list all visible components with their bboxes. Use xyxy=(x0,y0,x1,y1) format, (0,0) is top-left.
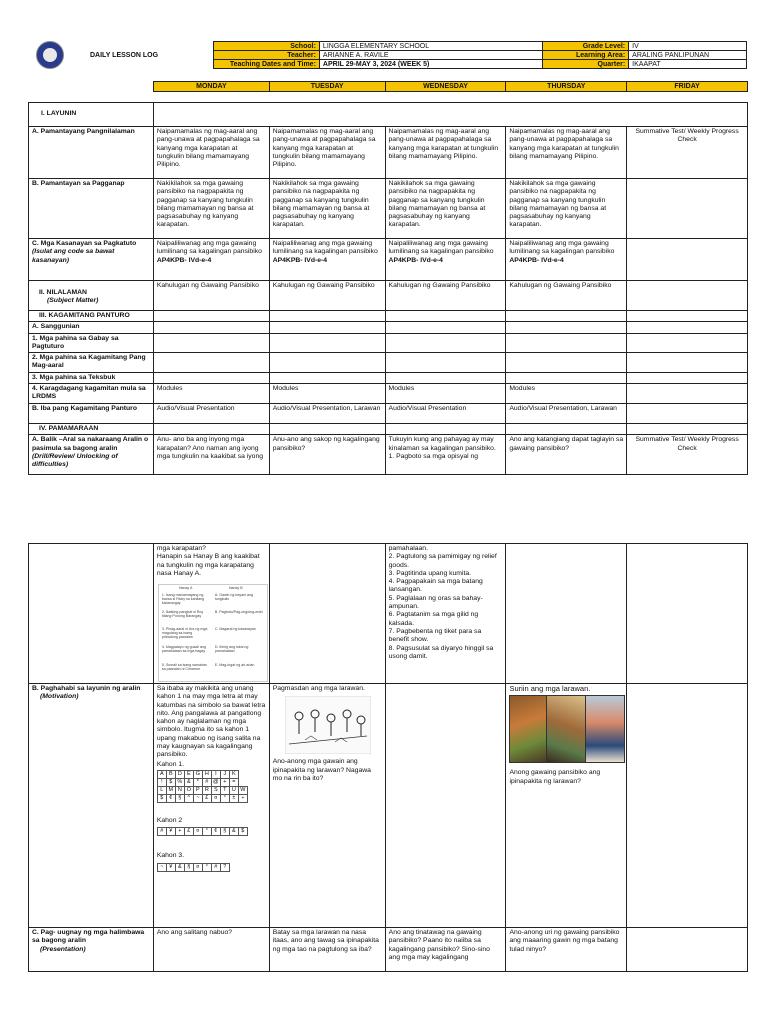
cell-lrdms-monday: Modules xyxy=(153,384,269,404)
cell-a-thursday: Naipamamalas ng mag-aaral ang pang-unawa at pagpapahalaga sa kanyang mga karapatan at tungkulin bilang mamamayang Pilipino. xyxy=(506,127,627,179)
cipher-cell: ¢ xyxy=(166,794,175,802)
days-header xyxy=(153,81,748,92)
cipher-cell: § xyxy=(184,863,193,871)
cipher-cell: $ xyxy=(238,828,247,836)
photo-feeding-image xyxy=(509,695,547,763)
row-label-pamantayang-pangnilalaman: A. Pamantayang Pangnilalaman xyxy=(29,127,154,179)
row-label-mga-kasanayan xyxy=(29,239,154,281)
cipher-cell: ¥ xyxy=(166,863,175,871)
row-label-gabay: 1. Mga pahina sa Gabay sa Pagtuturo xyxy=(29,333,154,353)
cipher-cell: ° xyxy=(220,794,229,802)
cipher-cell: ¤ xyxy=(193,863,202,871)
cipher-cell: ° xyxy=(202,863,211,871)
pagmasdan-text: Pagmasdan ang mga larawan. xyxy=(272,685,365,692)
cipher-cell: K xyxy=(229,770,238,778)
dates-value: APRIL 29-MAY 3, 2024 (WEEK 5) xyxy=(319,60,542,69)
cipher-cell: S xyxy=(211,786,220,794)
cipher-cell: ? xyxy=(220,863,229,871)
hanay-b-item: E. Mag-ingat ng ari-arian xyxy=(214,663,255,667)
lesson-grid-page1 xyxy=(28,102,748,475)
cipher-cell: # xyxy=(157,828,166,836)
kahon2-label: Kahon 2 xyxy=(156,816,183,824)
cell-b-thursday: Nakikilahok sa mga gawaing pansibiko na nagpapakita ng pagganap sa kanyang tungkulin bilang mamamayan ng bansa at pagsasabuhay ng kanyang karapatan. xyxy=(506,179,627,239)
c-code: AP4KPB- IVd-e-4 xyxy=(272,256,328,264)
cell-pag-uugnay-thursday: Ano-anong uri ng gawaing pansibiko ang maaaring gawin ng mga batang tulad ninyo? xyxy=(506,928,627,972)
cell-a-friday: Summative Test/ Weekly Progress Check xyxy=(627,127,748,179)
cipher-cell: $ xyxy=(166,778,175,786)
cipher-cell: ¤ xyxy=(211,794,220,802)
pag-uugnay-sub: (Presentation) xyxy=(40,945,86,953)
balik-aral-sub: (Drill/Review/ Unlocking of difficulties) xyxy=(32,452,118,469)
cipher-cell: # xyxy=(202,778,211,786)
cell-av-tuesday: Audio/Visual Presentation, Larawan xyxy=(269,404,385,424)
row-label-pamamaraan: IV. PAMAMARAAN xyxy=(29,424,154,435)
cipher-cell: & xyxy=(184,778,193,786)
cipher-cell: ¢ xyxy=(211,828,220,836)
cipher-cell: £ xyxy=(184,828,193,836)
row-label-pag-uugnay xyxy=(29,928,154,972)
hanay-a-heading: Hanay A xyxy=(178,586,193,590)
cell-a-monday: Naipamamalas ng mag-aaral ang pang-unawa at pagpapahalaga sa kanyang mga karapatan at tungkulin bilang mamamayang Pilipino. xyxy=(153,127,269,179)
row-label-balik-aral xyxy=(29,435,154,475)
layunin-heading: I. LAYUNIN xyxy=(29,103,154,127)
cipher-cell: $ xyxy=(157,794,166,802)
cipher-cell: ~ xyxy=(193,794,202,802)
kahon3-label: Kahon 3. xyxy=(156,852,185,860)
cipher-cell: W xyxy=(240,786,246,793)
cell-pag-uugnay-monday: Ano ang salitang nabuo? xyxy=(153,928,269,972)
hanay-b-item: C. Magaral ng kasanayan xyxy=(214,627,256,631)
cell-balik-friday: Summative Test/ Weekly Progress Check xyxy=(627,435,748,475)
cell-a-wednesday: Naipamamalas ng mag-aaral ang pang-unawa at pagpapahalaga sa kanyang mga karapatan at tungkulin bilang mamamayang Pilipino. xyxy=(385,127,506,179)
cipher-cell: £ xyxy=(202,794,211,802)
paghahabi-instructions: Sa ibaba ay makikita ang unang kahon 1 na may mga letra at may katumbas na simbolo sa bawat letra nito. Ang pangalawa at pangatlong kahon ay naglalaman ng mga simbolo. Itugma ito sa kahon 1 upang makabuo ng isang salita na may kaugnayan sa kagalingang pansibiko. xyxy=(156,685,266,759)
cell-balik-tuesday: Anu-ano ang sakop ng kagalingang pansibiko? xyxy=(269,435,385,475)
cell-lrdms-wednesday: Modules xyxy=(385,384,506,404)
kahon1-table xyxy=(157,770,248,803)
teacher-label: Teacher: xyxy=(214,51,320,60)
area-value: ARALING PANLIPUNAN xyxy=(629,51,747,60)
hanay-b-item: A. Gawin ng bayani ang tungkulin xyxy=(214,593,253,602)
cipher-cell: E xyxy=(184,770,193,778)
cell-b-tuesday: Nakikilahok sa mga gawaing pansibiko na nagpapakita ng pagganap sa kanyang tungkulin bilang mamamayan ng bansa at pagsasabuhay ng kanyang karapatan. xyxy=(269,179,385,239)
cell-nil-thursday: Kahulugan ng Gawaing Pansibiko xyxy=(506,281,627,311)
c-text: Naipaliliwanag ang mga gawaing lumilinang sa kagalingan pansibiko xyxy=(156,240,262,256)
cipher-cell: & xyxy=(229,828,238,836)
cipher-cell: H xyxy=(202,770,211,778)
hanay-a-item: 5. Sumali sa isang samahan sa paaralan ni Cimarron xyxy=(161,663,207,672)
cipher-cell: L xyxy=(157,786,166,794)
suriin-text: Suriin ang mga larawan. xyxy=(509,684,591,693)
nilalaman-label: II. NILALAMAN xyxy=(39,289,87,296)
hanay-b-item: B. Pagboto/Pag-ongoing-esist xyxy=(214,610,263,614)
row-label-kagamitang-pang-mag-aaral: 2. Mga pahina sa Kagamitang Pang Mag-aaral xyxy=(29,353,154,373)
cipher-cell: ^ xyxy=(184,794,193,802)
cell-balik-thursday: Ano ang katangiang dapat taglayin sa gawaing pansibiko? xyxy=(506,435,627,475)
nilalaman-sub: (Subject Matter) xyxy=(47,297,99,305)
hanay-a-item: 4. Magpatayo ng gusali ang pamahalaan sa mga bagay xyxy=(161,645,206,654)
cell-nil-tuesday: Kahulugan ng Gawaing Pansibiko xyxy=(269,281,385,311)
photo-distribution-image xyxy=(546,695,586,763)
cell-paghahabi-tuesday xyxy=(269,684,385,928)
cipher-cell: P xyxy=(193,786,202,794)
cell-pag-uugnay-tuesday: Batay sa mga larawan na nasa itaas, ano ang tawag sa ipinapakita ng mga tao na pagtulong sa iba? xyxy=(269,928,385,972)
paghahabi-sub: (Motivation) xyxy=(40,693,79,701)
kasanayan-label: C. Mga Kasanayan sa Pagkatuto xyxy=(32,240,137,247)
day-friday: FRIDAY xyxy=(627,82,748,92)
teacher-value: ARIANNE A. RAVILE xyxy=(319,51,542,60)
cipher-cell: = xyxy=(229,778,238,786)
pagmasdan-question: Ano-anong mga gawain ang ipinapakita ng larawan? Nagawa mo na rin ba ito? xyxy=(272,758,371,782)
cell-nil-wednesday: Kahulugan ng Gawaing Pansibiko xyxy=(385,281,506,311)
cell-balik-wednesday: Tukuyin kung ang pahayag ay may kinalaman sa kagalingan pansibiko. 1. Pagboto sa mga opisyal ng xyxy=(385,435,506,475)
day-wednesday: WEDNESDAY xyxy=(385,82,506,92)
cipher-cell: ¥ xyxy=(166,828,175,836)
row-label-nilalaman xyxy=(29,281,154,311)
balik-aral-label: A. Balik –Aral sa nakaraang Aralin o pasimula sa bagong aralin xyxy=(32,436,149,452)
cipher-cell: § xyxy=(175,794,184,802)
row-label-kagamitang-panturo: III. KAGAMITANG PANTURO xyxy=(29,311,154,322)
cell-av-wednesday: Audio/Visual Presentation xyxy=(385,404,506,424)
cipher-cell: + xyxy=(220,778,229,786)
hanay-a-item: 1. Isang mamamayang ng bansa si Ricky sa kanilang kabarangay xyxy=(161,593,205,606)
row-label-lrdms: 4. Karagdagang kagamitan mula sa LRDMS xyxy=(29,384,154,404)
cipher-cell: T xyxy=(220,786,229,794)
day-monday: MONDAY xyxy=(154,82,270,92)
cipher-cell: ° xyxy=(202,828,211,836)
c-text: Naipaliliwanag ang mga gawaing lumilinang sa kagalingan pansibiko xyxy=(509,240,615,256)
cipher-cell: G xyxy=(193,770,202,778)
photo-strip xyxy=(509,695,623,763)
cipher-cell: ÷ xyxy=(238,794,247,802)
children-drawing-image xyxy=(285,696,371,754)
quarter-label: Quarter: xyxy=(543,60,629,69)
kahon3-table xyxy=(157,863,230,872)
cell-lrdms-thursday: Modules xyxy=(506,384,627,404)
cipher-cell: D xyxy=(175,770,184,778)
log-title: DAILY LESSON LOG xyxy=(90,52,159,59)
cipher-cell: O xyxy=(184,786,193,794)
cipher-cell: N xyxy=(175,786,184,794)
cipher-cell: § xyxy=(220,828,229,836)
cell-b-monday: Nakikilahok sa mga gawaing pansibiko na nagpapakita ng pagganap sa kanyang tungkulin bilang mamamayan ng bansa at pagsasabuhay ng kanyang karapatan. xyxy=(153,179,269,239)
hanay-table-image xyxy=(158,584,268,682)
cipher-cell: B xyxy=(166,770,175,778)
c-code: AP4KPB- IVd-e-4 xyxy=(156,256,212,264)
cell-nil-monday: Kahulugan ng Gawaing Pansibiko xyxy=(153,281,269,311)
cipher-cell: # xyxy=(211,863,220,871)
row-label-pamantayan-sa-pagganap: B. Pamantayan sa Pagganap xyxy=(29,179,154,239)
lesson-grid-page2 xyxy=(28,543,748,972)
cell-paghahabi-monday xyxy=(153,684,269,928)
cell-a-tuesday: Naipamamalas ng mag-aaral ang pang-unawa at pagpapahalaga sa kanyang mga karapatan at tungkulin bilang mamamayang Pilipino. xyxy=(269,127,385,179)
hanay-b-item: D. Ibinig ang lokal ng pamahalaan xyxy=(214,645,249,654)
cipher-cell: + xyxy=(175,828,184,836)
pag-uugnay-label: C. Pag- uugnay ng mga halimbawa sa bagong aralin xyxy=(32,929,145,945)
row-label-paghahabi xyxy=(29,684,154,928)
cipher-cell: M xyxy=(166,786,175,794)
cell-lrdms-tuesday: Modules xyxy=(269,384,385,404)
row-label-sanggunian: A. Sanggunian xyxy=(29,322,154,333)
suriin-question: Anong gawaing pansibiko ang ipinapakita ng larawan? xyxy=(509,769,601,785)
hanay-a-item: 3. Pinag-aaral ni Ara ng mga magulang sa isang pribadong paaralan xyxy=(161,627,208,640)
cell-c-monday xyxy=(153,239,269,281)
cipher-cell: U xyxy=(229,786,238,794)
cell-c-thursday xyxy=(506,239,627,281)
cipher-cell: I xyxy=(211,770,220,778)
c-text: Naipaliliwanag ang mga gawaing lumilinang sa kagalingan pansibiko xyxy=(272,240,378,256)
deped-seal-logo xyxy=(36,41,64,69)
grade-label: Grade Level: xyxy=(543,42,629,51)
header-info-table xyxy=(213,41,747,69)
cell-balik-monday: Anu- ano ba ang inyong mga karapatan? Ano naman ang iyong mga tungkulin na kaakibat sa iyong xyxy=(153,435,269,475)
school-label: School: xyxy=(214,42,320,51)
paghahabi-label: B. Paghahabi sa layunin ng aralin xyxy=(32,685,141,692)
day-tuesday: TUESDAY xyxy=(269,82,385,92)
cell-balik-cont-monday xyxy=(153,544,269,684)
cell-av-thursday: Audio/Visual Presentation, Larawan xyxy=(506,404,627,424)
cipher-cell: @ xyxy=(213,778,219,785)
hanay-b-heading: Hanay B xyxy=(228,586,243,590)
cipher-cell: A xyxy=(157,770,166,778)
cell-b-wednesday: Nakikilahok sa mga gawaing pansibiko na nagpapakita ng pagganap sa kanyang tungkulin bilang mamamayan ng bansa at pagsasabuhay ng kanyang karapatan. xyxy=(385,179,506,239)
cipher-cell: R xyxy=(202,786,211,794)
cell-pag-uugnay-wednesday: Ano ang tinatawag na gawaing pansibiko? Paano ito naiiba sa kagalingang pansibiko? Sino-sino ang mga may kagalingang xyxy=(385,928,506,972)
cipher-cell: ! xyxy=(157,778,166,786)
cell-balik-cont-wednesday: pamahalaan. 2. Pagtulong sa pamimigay ng relief goods. 3. Pagtitinda upang kumita. 4. Pagpapakain sa mga batang lansangan. 5. Paglalaan ng oras sa bahay-ampunan. 6. Pagtatanim sa mga gilid ng kalsada. 7. Pagbebenta ng tiket para sa benefit show. 8. Pagsusulat sa diyaryo hinggil sa usong damit. xyxy=(385,544,506,684)
cell-c-wednesday xyxy=(385,239,506,281)
kahon2-table xyxy=(157,827,248,836)
kahon1-label: Kahon 1. xyxy=(156,760,185,768)
c-code: AP4KPB- IVd-e-4 xyxy=(509,256,564,264)
row-label-iba-pang-kagamitan: B. Iba pang Kagamitang Panturo xyxy=(29,404,154,424)
kasanayan-sub: (Isulat ang code sa bawat kasanayan) xyxy=(32,248,115,264)
day-thursday: THURSDAY xyxy=(506,82,627,92)
dates-label: Teaching Dates and Time: xyxy=(214,60,320,69)
quarter-value: IKAAPAT xyxy=(629,60,747,69)
school-value: LINGGA ELEMENTARY SCHOOL xyxy=(319,42,542,51)
hanay-a-item: 2. Ikatlong pangkat si Roy bilang Punong Barangay xyxy=(161,610,204,619)
cell-paghahabi-thursday xyxy=(506,684,627,928)
row-label-teksbuk: 3. Mga pahina sa Teksbuk xyxy=(29,372,154,383)
c-code: AP4KPB- IVd-e-4 xyxy=(388,256,443,264)
cipher-cell: * xyxy=(193,778,202,786)
cipher-cell: % xyxy=(175,778,184,786)
c-text: Naipaliliwanag ang mga gawaing lumilinang sa kagalingan pansibiko xyxy=(388,240,494,256)
area-label: Learning Area: xyxy=(543,51,629,60)
cipher-cell: ¤ xyxy=(193,828,202,836)
cipher-cell: ~ xyxy=(157,863,166,871)
photo-volunteers-image xyxy=(585,695,625,763)
cell-c-tuesday xyxy=(269,239,385,281)
cipher-cell: J xyxy=(220,770,229,778)
grade-value: IV xyxy=(629,42,747,51)
cell-av-monday: Audio/Visual Presentation xyxy=(153,404,269,424)
cipher-cell: & xyxy=(175,863,184,871)
cipher-cell: ± xyxy=(229,794,238,802)
balik-cont-text: mga karapatan? Hanapin sa Hanay B ang kaakibat na tungkulin ng mga karapatang nasa Hanay A. xyxy=(156,545,260,577)
